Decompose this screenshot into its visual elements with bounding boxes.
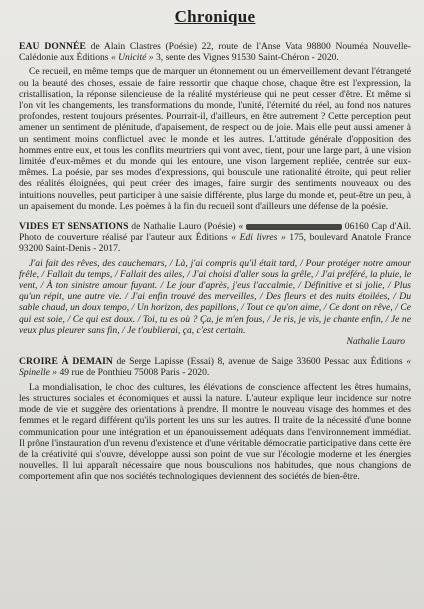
- review-paragraph: Ce recueil, en même temps que de marquer un étonnement ou un émerveillement devant l'étrangeté ou la beauté des choses, essaie de faire ressortir que chaque chose, chaque être est l'expression, la cristallisation, la réponse silencieuse de la réalité mystérieuse qui ne peut cesser d'être. Et même si l'on vit les changements, les transformations du monde, l'unité, l'éternité du réel, au fond nos natures profondes, restent toujours présentes. Pourrait-il, d'ailleurs, en être autrement ? Cette perception peut amener un sentiment de plénitude, d'apaisement, de respect ou de joie. Mais elle peut aussi amener à un sentiment moins conflictuel avec le monde et les autres. L'attitude générale d'opposition des hommes entre eux, et tous les conflits meurtriers qui vont avec, tient, pour une large part, à une vision limitée d'eux-mêmes et du monde qui les entoure, une vison largement repliée, centrée sur eux-mêmes. La poésie, par ses modes d'expressions, qui bouscule une rationalité étroite, qui peut relier des réalités éloignées, qui peut créer des images, faire surgir des sentiments nouveaux ou des intuitions nouvelles, peut participer à une saisie différente, plus large du monde et, peut-être un peu, à un apaisement du monde. Les poèmes à la fin du recueil sont d'ailleurs une défense de la poésie.: [19, 66, 411, 212]
- publisher-name: « Spinelle »: [19, 356, 411, 379]
- reference-text: de Nathalie Lauro (Poésie) «: [128, 221, 246, 233]
- poem-excerpt: J'ai fait des rêves, des cauchemars, / Là, j'ai compris qu'il était tard, / Pour protéger notre amour frêle, / Fallait du temps, / Fallait des ailes, / J'ai choisi d'aller sous la grêle, / J'ai préféré, la pluie, le vent, / À ton sinistre amour fuyant. / Le jour d'après, j'eus l'accalmie, / Définitive et si jolie, / Plus qu'un répit, une autre vie. / J'ai enfin trouvé des merveilles, / Des fleurs et des nuits étoilées, / Du sable chaud, un doux tempo, / Un horizon, des papillons, / Tout ce qu'on aime, / Ce dont on rêve, / Ce qui est soie, / Ce qui est doux. / Toi, tu es où ? Ça, je m'en fous, / Je ris, je vis, je chante enfin, / Je ne veux plus pleurer sans fin, / Je t'oublierai, ça, c'est certain.: [19, 257, 411, 336]
- page-title: Chronique: [174, 7, 256, 26]
- review-reference: [19, 221, 411, 255]
- review-entry-eau-donnee: [19, 41, 411, 212]
- reference-address: 49 rue de Ponthieu 75008 Paris - 2020.: [57, 367, 210, 379]
- book-title: EAU DONNÉE: [19, 41, 86, 52]
- review-reference: [19, 356, 411, 378]
- review-paragraph: La mondialisation, le choc des cultures, les élévations de conscience affectent les êtres humains, les structures sociales et économiques et aussi la nature. L'auteur explique leur incidence sur notre mode de vie et suggère des orientations à prendre. Il montre le nouveau visage des hommes et des femmes et le regard différent qu'ils portent les uns sur les autres. Il traite de la nécessité d'une bonne communication pour une intégration et un épanouissement adéquats dans l'environnement immédiat. Il prône l'instauration d'un revenu d'existence et d'une véritable démocratie participative dans cette ère de la créativité qui s'ouvre, développe aussi son point de vue sur l'écologie moderne et les énergies nouvelles. Il lui apparaît nécessaire que nous bousculions nos habitudes, que nous changions de comportement afin que nos sociétés technologiques deviennent des sociétés de bien-être.: [19, 381, 411, 483]
- reference-address: 3, sente des Vignes 91530 Saint-Chéron - 2020.: [153, 52, 339, 64]
- reference-text-2: 06160 Cap d'Ail. Photo de couverture réalisé par l'auteur aux Éditions: [19, 221, 411, 244]
- poem-signature: Nathalie Lauro: [346, 336, 405, 348]
- reference-text: de Serge Lapisse (Essai) 8, avenue de Saige 33600 Pessac aux Éditions: [112, 356, 407, 368]
- book-title: VIDES ET SENSATIONS: [19, 221, 129, 233]
- reference-text: de Alain Clastres (Poésie) 22, route de l'Anse Vata 98800 Nouméa Nouvelle-Calédonie aux Éditions: [19, 41, 412, 64]
- reference-address: 175, boulevard Anatole France 93200 Saint-Denis - 2017.: [19, 232, 411, 255]
- redaction-mark: [246, 224, 342, 230]
- review-reference: [19, 41, 411, 63]
- book-title: CROIRE À DEMAIN: [19, 356, 113, 368]
- publisher-name: « Edi livres »: [231, 232, 286, 244]
- review-entry-croire-a-demain: [19, 356, 411, 482]
- publisher-name: « Unicité »: [110, 52, 154, 64]
- review-entry-vides-et-sensations: [19, 221, 411, 347]
